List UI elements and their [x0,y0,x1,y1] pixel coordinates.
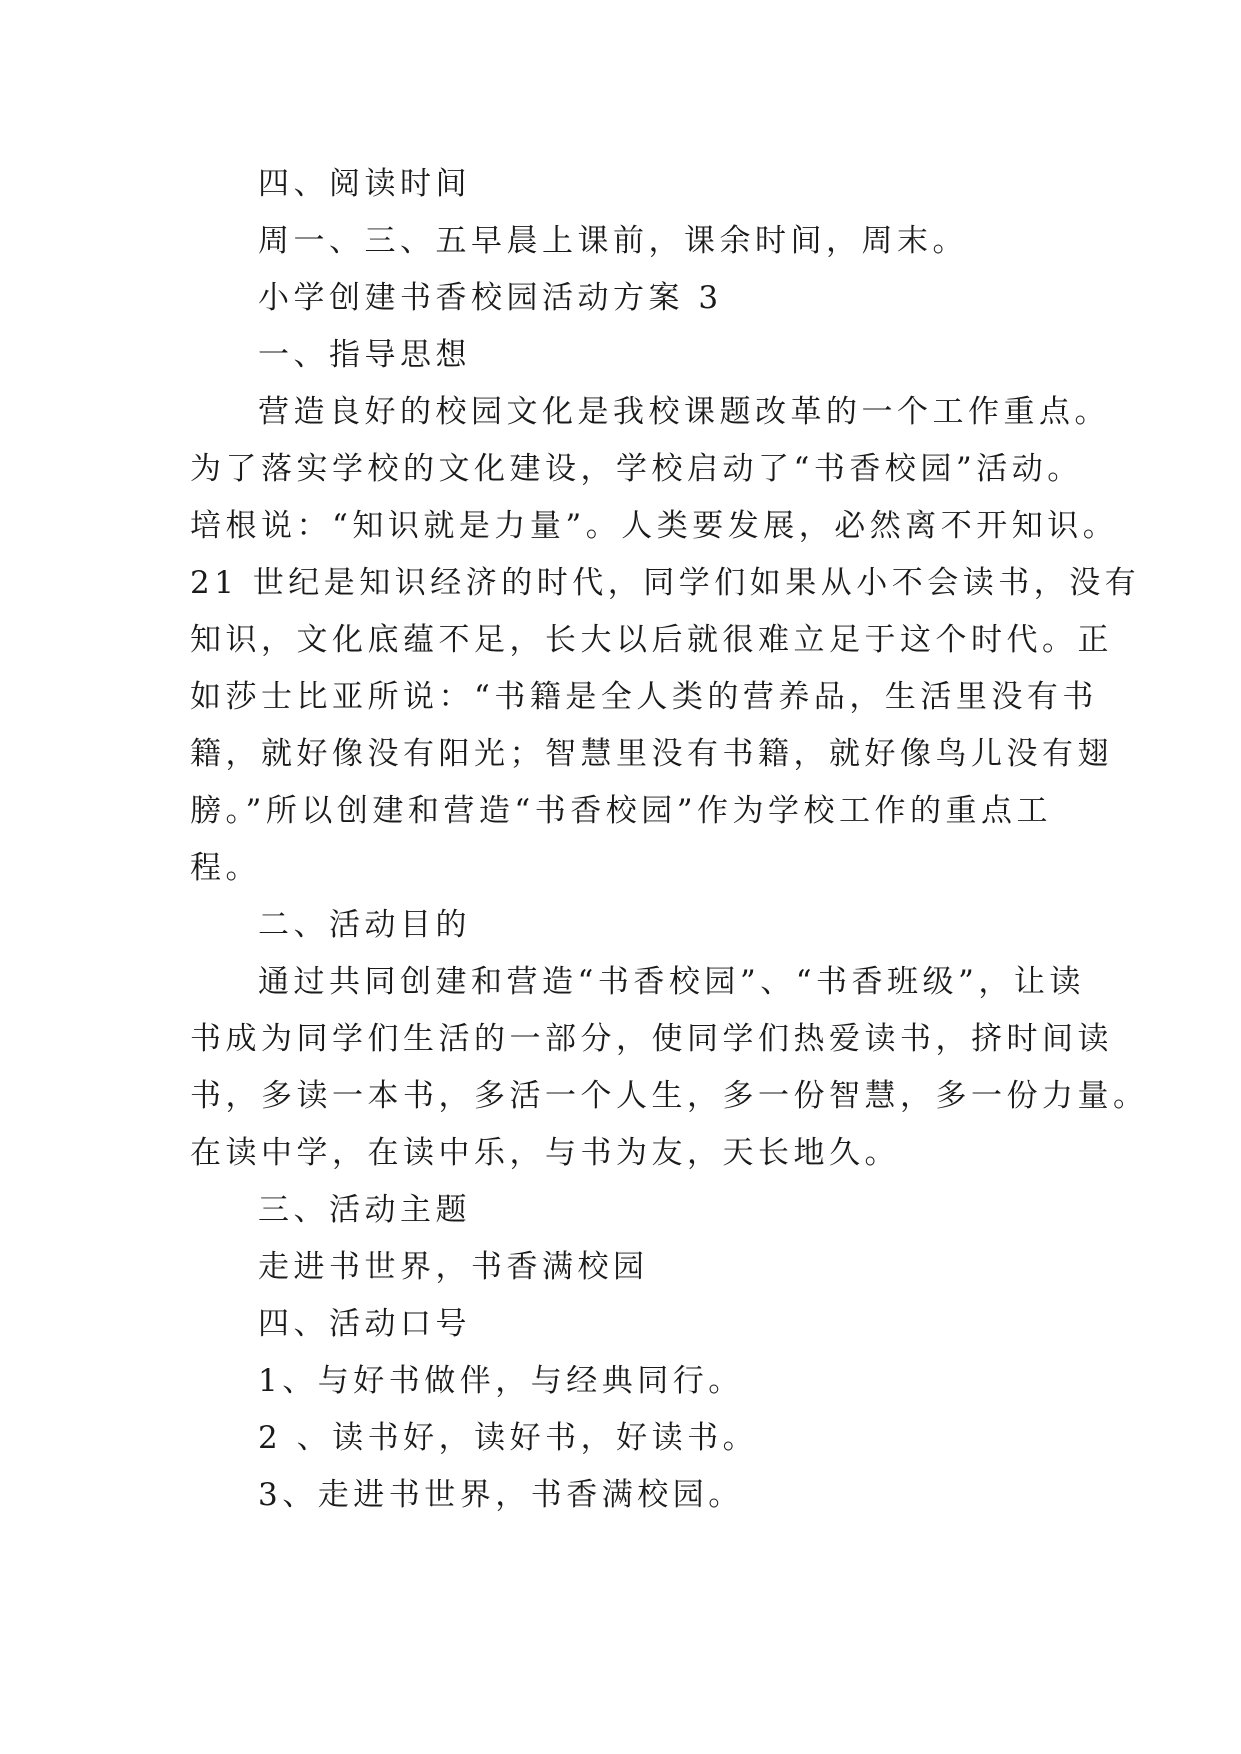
list-item: 3、走进书世界，书香满校园。 [258,1477,744,1513]
section-heading-reading-time: 四、阅读时间 [258,166,471,202]
paragraph-line: 走进书世界，书香满校园 [258,1249,649,1285]
paragraph-line: 书，多读一本书，多活一个人生，多一份智慧，多一份力量。 [190,1078,1149,1114]
paragraph-line: 通过共同创建和营造“书香校园”、“书香班级”，让读 [258,964,1085,1000]
paragraph-line: 周一、三、五早晨上课前，课余时间，周末。 [258,223,968,259]
section-heading-activity-goal: 二、活动目的 [258,907,471,943]
section-heading-guiding-ideology: 一、指导思想 [258,337,471,373]
paragraph-line: 营造良好的校园文化是我校课题改革的一个工作重点。 [258,394,1110,430]
paragraph-line: 书成为同学们生活的一部分，使同学们热爱读书，挤时间读 [190,1021,1113,1057]
paragraph-line: 为了落实学校的文化建设，学校启动了“书香校园”活动。 [190,451,1083,487]
paragraph-line: 籍，就好像没有阳光；智慧里没有书籍，就好像鸟儿没有翅 [190,736,1113,772]
section-heading-activity-slogan: 四、活动口号 [258,1306,471,1342]
document-title: 小学创建书香校园活动方案 3 [258,280,723,316]
list-item: 2 、读书好，读好书，好读书。 [258,1420,759,1456]
paragraph-line: 膀。”所以创建和营造“书香校园”作为学校工作的重点工 [190,793,1053,829]
paragraph-line: 21 世纪是知识经济的时代，同学们如果从小不会读书，没有 [190,565,1141,601]
section-heading-activity-theme: 三、活动主题 [258,1192,471,1228]
paragraph-line: 在读中学，在读中乐，与书为友，天长地久。 [190,1135,900,1171]
paragraph-line: 程。 [190,850,261,886]
paragraph-line: 如莎士比亚所说：“书籍是全人类的营养品，生活里没有书 [190,679,1098,715]
paragraph-line: 知识，文化底蕴不足，长大以后就很难立足于这个时代。正 [190,622,1113,658]
list-item: 1、与好书做伴，与经典同行。 [258,1363,744,1399]
paragraph-line: 培根说：“知识就是力量”。人类要发展，必然离不开知识。 [190,508,1119,544]
